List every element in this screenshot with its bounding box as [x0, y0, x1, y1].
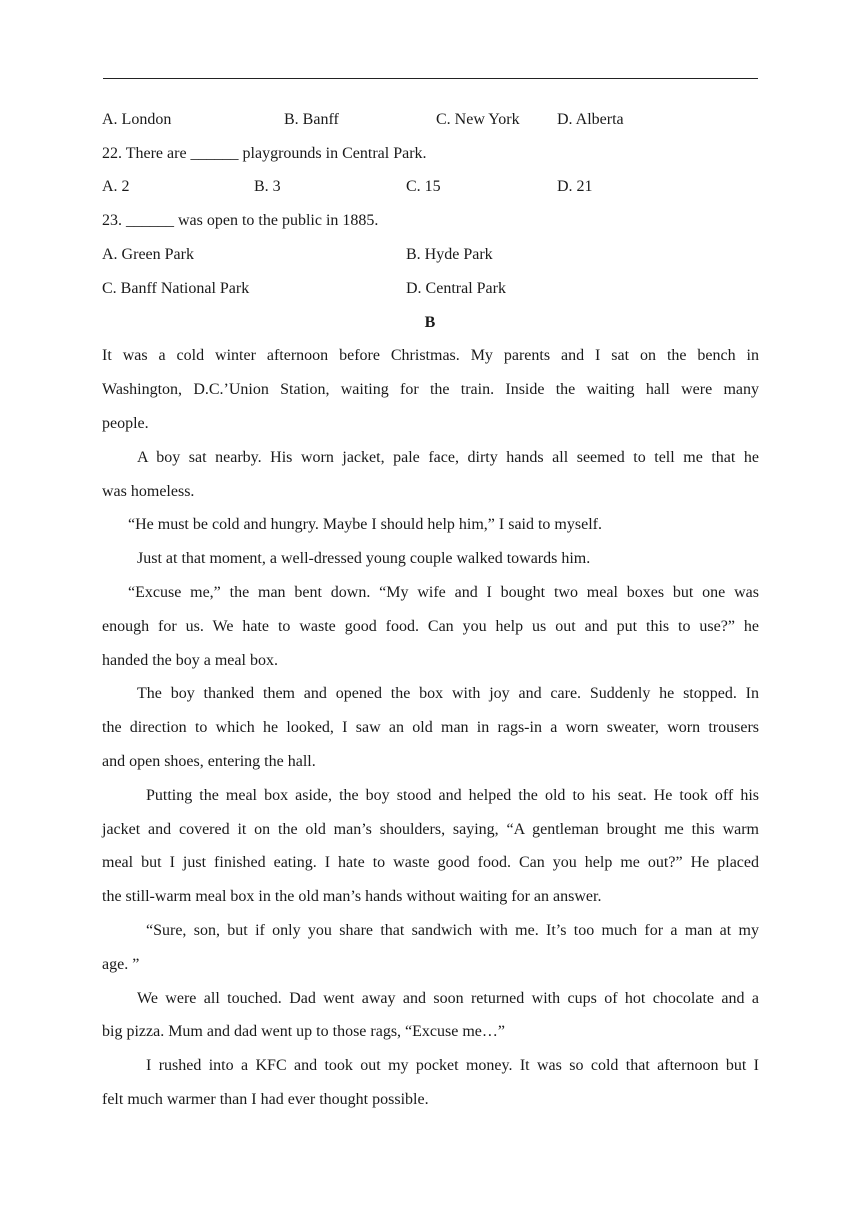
passage-line: age. ”: [102, 956, 140, 973]
q21-option-b: B. Banff: [284, 111, 339, 128]
passage-line: enough for us. We hate to waste good food. Can you help us out and put this to use?” he: [102, 618, 759, 635]
passage-line: It was a cold winter afternoon before Christmas. My parents and I sat on the bench in: [102, 347, 759, 364]
header-rule: [103, 78, 758, 79]
q23-option-a: A. Green Park: [102, 246, 194, 263]
passage-line: meal but I just finished eating. I hate to waste good food. Can you help me out?” He placed: [102, 854, 759, 871]
passage-line: Washington, D.C.’Union Station, waiting for the train. Inside the waiting hall were many: [102, 381, 759, 398]
passage-line: felt much warmer than I had ever thought possible.: [102, 1091, 429, 1108]
q21-option-d: D. Alberta: [557, 111, 624, 128]
passage-line: A boy sat nearby. His worn jacket, pale face, dirty hands all seemed to tell me that he: [137, 449, 759, 466]
passage-line: “He must be cold and hungry. Maybe I should help him,” I said to myself.: [128, 516, 602, 533]
q23-question: 23. ______ was open to the public in 1885.: [102, 212, 379, 229]
q22-option-d: D. 21: [557, 178, 593, 195]
passage-line: I rushed into a KFC and took out my pocket money. It was so cold that afternoon but I: [146, 1057, 759, 1074]
passage-line: We were all touched. Dad went away and soon returned with cups of hot chocolate and a: [137, 990, 759, 1007]
passage-line: handed the boy a meal box.: [102, 652, 278, 669]
q23-option-b: B. Hyde Park: [406, 246, 493, 263]
q22-option-c: C. 15: [406, 178, 441, 195]
q22-option-a: A. 2: [102, 178, 130, 195]
passage-line: the still-warm meal box in the old man’s hands without waiting for an answer.: [102, 888, 602, 905]
passage-line: “Sure, son, but if only you share that sandwich with me. It’s too much for a man at my: [146, 922, 759, 939]
passage-line: “Excuse me,” the man bent down. “My wife and I bought two meal boxes but one was: [128, 584, 759, 601]
passage-line: Putting the meal box aside, the boy stood and helped the old to his seat. He took off his: [146, 787, 759, 804]
passage-line: Just at that moment, a well-dressed young couple walked towards him.: [137, 550, 591, 567]
q22-option-b: B. 3: [254, 178, 281, 195]
passage-line: people.: [102, 415, 149, 432]
passage-line: jacket and covered it on the old man’s shoulders, saying, “A gentleman brought me this warm: [102, 821, 759, 838]
section-title: B: [424, 314, 436, 331]
passage-line: big pizza. Mum and dad went up to those rags, “Excuse me…”: [102, 1023, 505, 1040]
q21-option-c: C. New York: [436, 111, 520, 128]
passage-line: the direction to which he looked, I saw an old man in rags-in a worn sweater, worn trousers: [102, 719, 759, 736]
q21-option-a: A. London: [102, 111, 172, 128]
passage-line: The boy thanked them and opened the box with joy and care. Suddenly he stopped. In: [137, 685, 759, 702]
passage-line: and open shoes, entering the hall.: [102, 753, 316, 770]
q23-option-c: C. Banff National Park: [102, 280, 250, 297]
passage-line: was homeless.: [102, 483, 195, 500]
q22-question: 22. There are ______ playgrounds in Central Park.: [102, 145, 427, 162]
q23-option-d: D. Central Park: [406, 280, 506, 297]
